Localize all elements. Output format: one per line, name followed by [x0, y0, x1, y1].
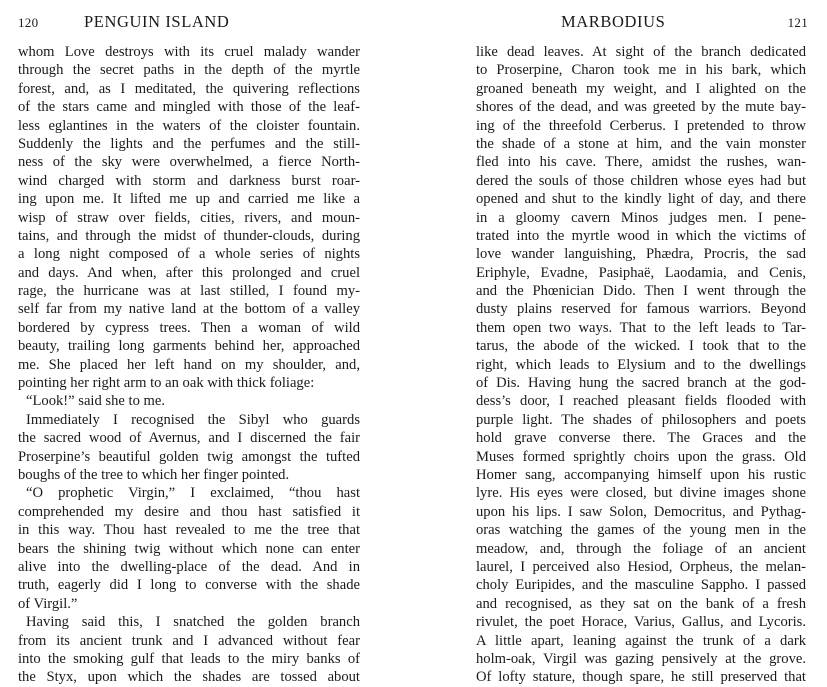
text-line: laurel, I perceived also Hesiod, Orpheus, the melan- — [476, 558, 806, 575]
text-line: Muses formed sprightly choirs upon the grass. Old — [476, 448, 806, 465]
text-line: forest, and, as I meditated, the quivering reflections — [18, 80, 360, 97]
text-line: groaned beneath my weight, and I alighted on the — [476, 80, 806, 97]
right-text-block — [476, 43, 806, 687]
text-line: ing upon me. It lifted me up and carried me like a — [18, 191, 360, 208]
text-line: of the stars came and mingled with those of the leaf- — [18, 99, 360, 116]
text-line: oras watching the games of the young men in the — [476, 522, 806, 539]
text-line: purple light. The shades of philosophers and poets — [476, 411, 806, 428]
text-line: upon his lips. I saw Solon, Democritus, and Pythag- — [476, 503, 806, 520]
text-line: wisp of straw over fields, cities, rivers, and moun- — [18, 209, 360, 226]
text-line: them open two ways. That to the left leads to Tar- — [476, 319, 806, 336]
text-line: Of lofty stature, though spare, he still preserved that — [476, 669, 806, 686]
left-running-title: PENGUIN ISLAND — [84, 12, 230, 31]
text-line: me. She placed her left hand on my shoulder, and, — [18, 356, 360, 373]
text-line: fled into his cave. There, amidst the rushes, wan- — [476, 154, 806, 171]
text-line: into the smoking gulf that leads to the miry banks of — [18, 650, 360, 667]
text-line: the shade of a stone at him, and the vain monster — [476, 135, 806, 152]
text-line: and the Phœnician Dido. Then I went through the — [476, 283, 806, 300]
text-line: Proserpine’s beautiful golden twig amongst the tufted — [18, 448, 360, 465]
text-line: tarus, the abode of the wicked. I took that to the — [476, 338, 806, 355]
text-line: less eglantines in the waters of the cloister fountain. — [18, 117, 360, 134]
left-text-block — [18, 43, 360, 687]
text-line: “O prophetic Virgin,” I exclaimed, “thou hast — [26, 485, 360, 502]
text-line: holm-oak, Virgil was gazing pensively at the grove. — [476, 650, 806, 667]
text-line: love wander languishing, Phædra, Procris, the sad — [476, 246, 806, 263]
text-line: and recognised, as they sat on the bank of a fresh — [476, 595, 806, 612]
text-line: shores of the dead, and was greeted by the mute bay- — [476, 99, 806, 116]
text-line: of Virgil.” — [18, 595, 78, 612]
text-line: trated into the myrtle wood in which the victims of — [476, 227, 806, 244]
text-line: bears the shining twig without which none can enter — [18, 540, 360, 557]
text-line: truth, eagerly did I long to converse with the shade — [18, 577, 360, 594]
text-line: like dead leaves. At sight of the branch dedicated — [476, 44, 806, 60]
text-line: the Styx, upon which the shades are tossed about — [18, 669, 360, 686]
text-line: opened and shut to the kindly light of day, and there — [476, 191, 806, 208]
text-line: right, which leads to Elysium and to the dwellings — [476, 356, 806, 373]
text-line: ness of the sky were overwhelmed, a fierce North- — [18, 154, 360, 171]
text-line: tains, and through the midst of thunder-clouds, during — [18, 227, 360, 244]
text-line: meadow, and, through the foliage of an ancient — [476, 540, 806, 557]
text-line: pointing her right arm to an oak with thick foliage: — [18, 375, 315, 392]
text-line: in this way. Thou hast revealed to me the tree that — [18, 522, 360, 539]
text-line: dered the souls of those children whose eyes had but — [476, 172, 806, 189]
text-line: “Look!” said she to me. — [26, 393, 166, 410]
text-line: Immediately I recognised the Sibyl who guards — [26, 411, 360, 428]
text-line: to Proserpine, Charon took me in his bark, which — [476, 62, 806, 79]
left-page-number: 120 — [18, 15, 39, 30]
text-line: lyre. His eyes were closed, but divine images shone — [476, 485, 806, 502]
text-line: Homer sang, accompanying himself upon his rustic — [476, 466, 806, 483]
text-line: the sacred wood of Avernus, and I discerned the fair — [18, 430, 360, 447]
text-line: through the secret paths in the depth of the myrtle — [18, 62, 360, 79]
text-line: wind charged with storm and darkness burst roar- — [18, 172, 360, 189]
text-line: bordered by cypress trees. Then a woman of wild — [18, 319, 360, 336]
left-page — [18, 0, 360, 686]
right-page — [476, 0, 808, 686]
text-line: rivulet, the poet Horace, Varius, Gallus, and Lycoris. — [476, 614, 806, 631]
text-line: choly Euripides, and the masculine Sappho. I passed — [476, 577, 806, 594]
text-line: boughs of the tree to which her finger pointed. — [18, 466, 290, 483]
text-line: dusty plains reserved for famous warriors. Beyond — [476, 301, 806, 318]
text-line: from its ancient trunk and I advanced without fear — [18, 632, 360, 649]
right-running-title: MARBODIUS — [561, 12, 666, 31]
text-line: a long night composed of a whole series of nights — [18, 246, 360, 263]
text-line: alive into the dwelling-place of the dead. And in — [18, 558, 360, 575]
text-line: in a gloomy cavern Minos judges men. I pene- — [476, 209, 806, 226]
text-line: ing of the threefold Cerberus. I pretended to throw — [476, 117, 806, 134]
text-line: Suddenly the lights and the perfumes and the still- — [18, 135, 360, 152]
text-line: self far from my native land at the bottom of a valley — [18, 301, 360, 318]
text-line: and days. And when, after this prolonged and cruel — [18, 264, 360, 281]
left-running-head — [18, 12, 360, 36]
text-line: Eriphyle, Evadne, Pasiphaë, Laodamia, and Cenis, — [476, 264, 806, 281]
text-line: A little apart, leaning against the trunk of a dark — [476, 632, 806, 649]
text-line: whom Love destroys with its cruel malady wander — [18, 44, 360, 60]
text-line: rage, the hurricane was at last stilled, I found my- — [18, 283, 360, 300]
right-running-head — [476, 12, 806, 36]
right-page-number: 121 — [787, 15, 808, 30]
text-line: dess’s door, I reached pleasant fields flooded with — [476, 393, 806, 410]
text-line: Having said this, I snatched the golden branch — [26, 614, 360, 631]
text-line: beauty, trailing long garments behind her, approached — [18, 338, 360, 355]
text-line: hold grave converse there. The Graces and the — [476, 430, 806, 447]
text-line: comprehended my desire and thou hast satisfied it — [18, 503, 360, 520]
text-line: of Dis. Having hung the sacred branch at the god- — [476, 375, 806, 392]
